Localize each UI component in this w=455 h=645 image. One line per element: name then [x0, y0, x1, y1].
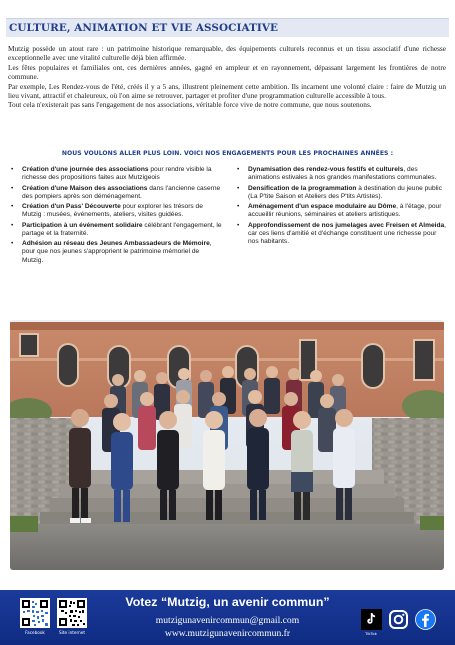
item-bold: Adhésion au réseau des Jeunes Ambassadeurs de Mémoire [22, 240, 210, 248]
section-title: CULTURE, ANIMATION ET VIE ASSOCIATIVE [9, 22, 279, 34]
list-item [10, 185, 222, 201]
item-text: pour explorer les trésors de Mutzig : musées, événements, ateliers, visites guidées. [22, 203, 203, 219]
item-text: célébrant l'engagement, le partage et la fraternité. [22, 221, 222, 237]
qr-code-facebook[interactable] [20, 598, 50, 628]
qr-code-icon [21, 599, 49, 627]
item-bold: Création d'une Maison des associations [22, 184, 148, 192]
tiktok-label: TikTok [365, 631, 377, 636]
item-text: , des animations estivales à nos grandes manifestations communales. [248, 166, 437, 182]
intro-paragraph: Mutzig possède un atout rare : un patrimoine historique remarquable, des équipements culturels reconnus et un tissu associatif d'une richesse exceptionnelle avec une vitalité culturelle déjà bien affirmée. [8, 44, 446, 63]
footer-slogan: Votez “Mutzig, un avenir commun” [125, 595, 330, 609]
bullet-icon: • [237, 166, 240, 173]
list-item [10, 222, 222, 238]
item-text: dans l'ancienne caserne des pompiers après son déménagement. [22, 184, 221, 200]
item-bold: Création d'un Pass' Découverte [22, 203, 121, 211]
qr-code-icon [58, 599, 86, 627]
item-text: à destination du jeune public (La P'tite Saison et Ateliers des P'tits Artistes). [248, 184, 442, 200]
bullet-icon: • [11, 184, 14, 192]
item-bold: Densification de la programmation [248, 184, 357, 192]
facebook-icon[interactable] [415, 609, 436, 630]
qr-facebook-label: Facebook [25, 630, 45, 635]
footer-website[interactable]: www.mutzigunavenircommun.fr [164, 628, 291, 639]
list-item [10, 166, 222, 182]
intro-paragraph: Tout cela n'existerait pas sans l'engagement de nos associations, véritable force vive de notre commune, que nous soutenons. [8, 100, 372, 110]
engagements-right-list [236, 166, 448, 267]
bullet-icon: • [11, 203, 14, 211]
item-text: pour rendre visible la richesse des propositions faites aux Mutzigeois [22, 166, 212, 182]
group-photo-illustration [10, 320, 444, 570]
list-item [10, 240, 222, 264]
list-item [236, 222, 448, 246]
bullet-icon: • [11, 221, 14, 229]
qr-code-website[interactable] [57, 598, 87, 628]
tiktok-logo-icon [361, 609, 382, 630]
engagements-columns [10, 166, 448, 267]
instagram-icon[interactable] [388, 609, 409, 630]
facebook-logo-icon [415, 609, 436, 630]
bullet-icon: • [237, 203, 240, 211]
engagements-heading: NOUS VOULONS ALLER PLUS LOIN. VOICI NOS ENGAGEMENTS POUR LES PROCHAINES ANNÉES : [61, 150, 394, 157]
qr-website-label: Site internet [59, 630, 85, 635]
list-item [236, 203, 448, 219]
engagements-left-list [10, 166, 222, 267]
item-bold: Dynamisation des rendez-vous festifs et culturels [248, 166, 404, 173]
item-text: , à l'étage, pour accueillir réunions, séminaires et ateliers artistiques. [248, 203, 442, 219]
bullet-icon: • [11, 240, 14, 248]
bullet-icon: • [11, 166, 14, 173]
bullet-icon: • [237, 221, 240, 229]
item-text: , car ces liens d'amitié et d'échange constituent une richesse pour nos habitants. [248, 221, 447, 245]
bullet-icon: • [237, 184, 240, 192]
list-item [10, 203, 222, 219]
list-item [236, 185, 448, 201]
item-bold: Participation à un événement solidaire [22, 221, 143, 229]
intro-paragraph: Les fêtes populaires et familiales ont, ces dernières années, gagné en ampleur et en rayonnement, dépassant largement les frontières de notre commune. [8, 62, 446, 82]
intro-text [8, 44, 446, 110]
footer-email[interactable]: mutzigunavenircommun@gmail.com [155, 615, 300, 626]
item-bold: Création d'une journée des associations [22, 166, 149, 173]
list-item [236, 166, 448, 182]
item-text: , pour que nos jeunes s'approprient le patrimoine mémoriel de Mutzig. [22, 240, 212, 264]
item-bold: Aménagement d'un espace modulaire au Dôme [248, 203, 397, 211]
group-photo [10, 320, 444, 570]
instagram-logo-icon [388, 609, 409, 630]
intro-paragraph: Par exemple, Les Rendez-vous de l'été, créés il y a 5 ans, illustrent pleinement cette ambition. Ils incarnent une volonté claire : faire de Mutzig un lieu vivant, attractif et chaleureux, où l'on aime se retrouver, partager et profiter d'une programmation culturelle accessible à tous. [8, 81, 446, 101]
item-bold: Approfondissement de nos jumelages avec Freisen et Almeida [248, 221, 445, 229]
tiktok-icon[interactable] [361, 609, 382, 630]
footer-banner [0, 590, 455, 645]
section-title-band [6, 18, 449, 37]
